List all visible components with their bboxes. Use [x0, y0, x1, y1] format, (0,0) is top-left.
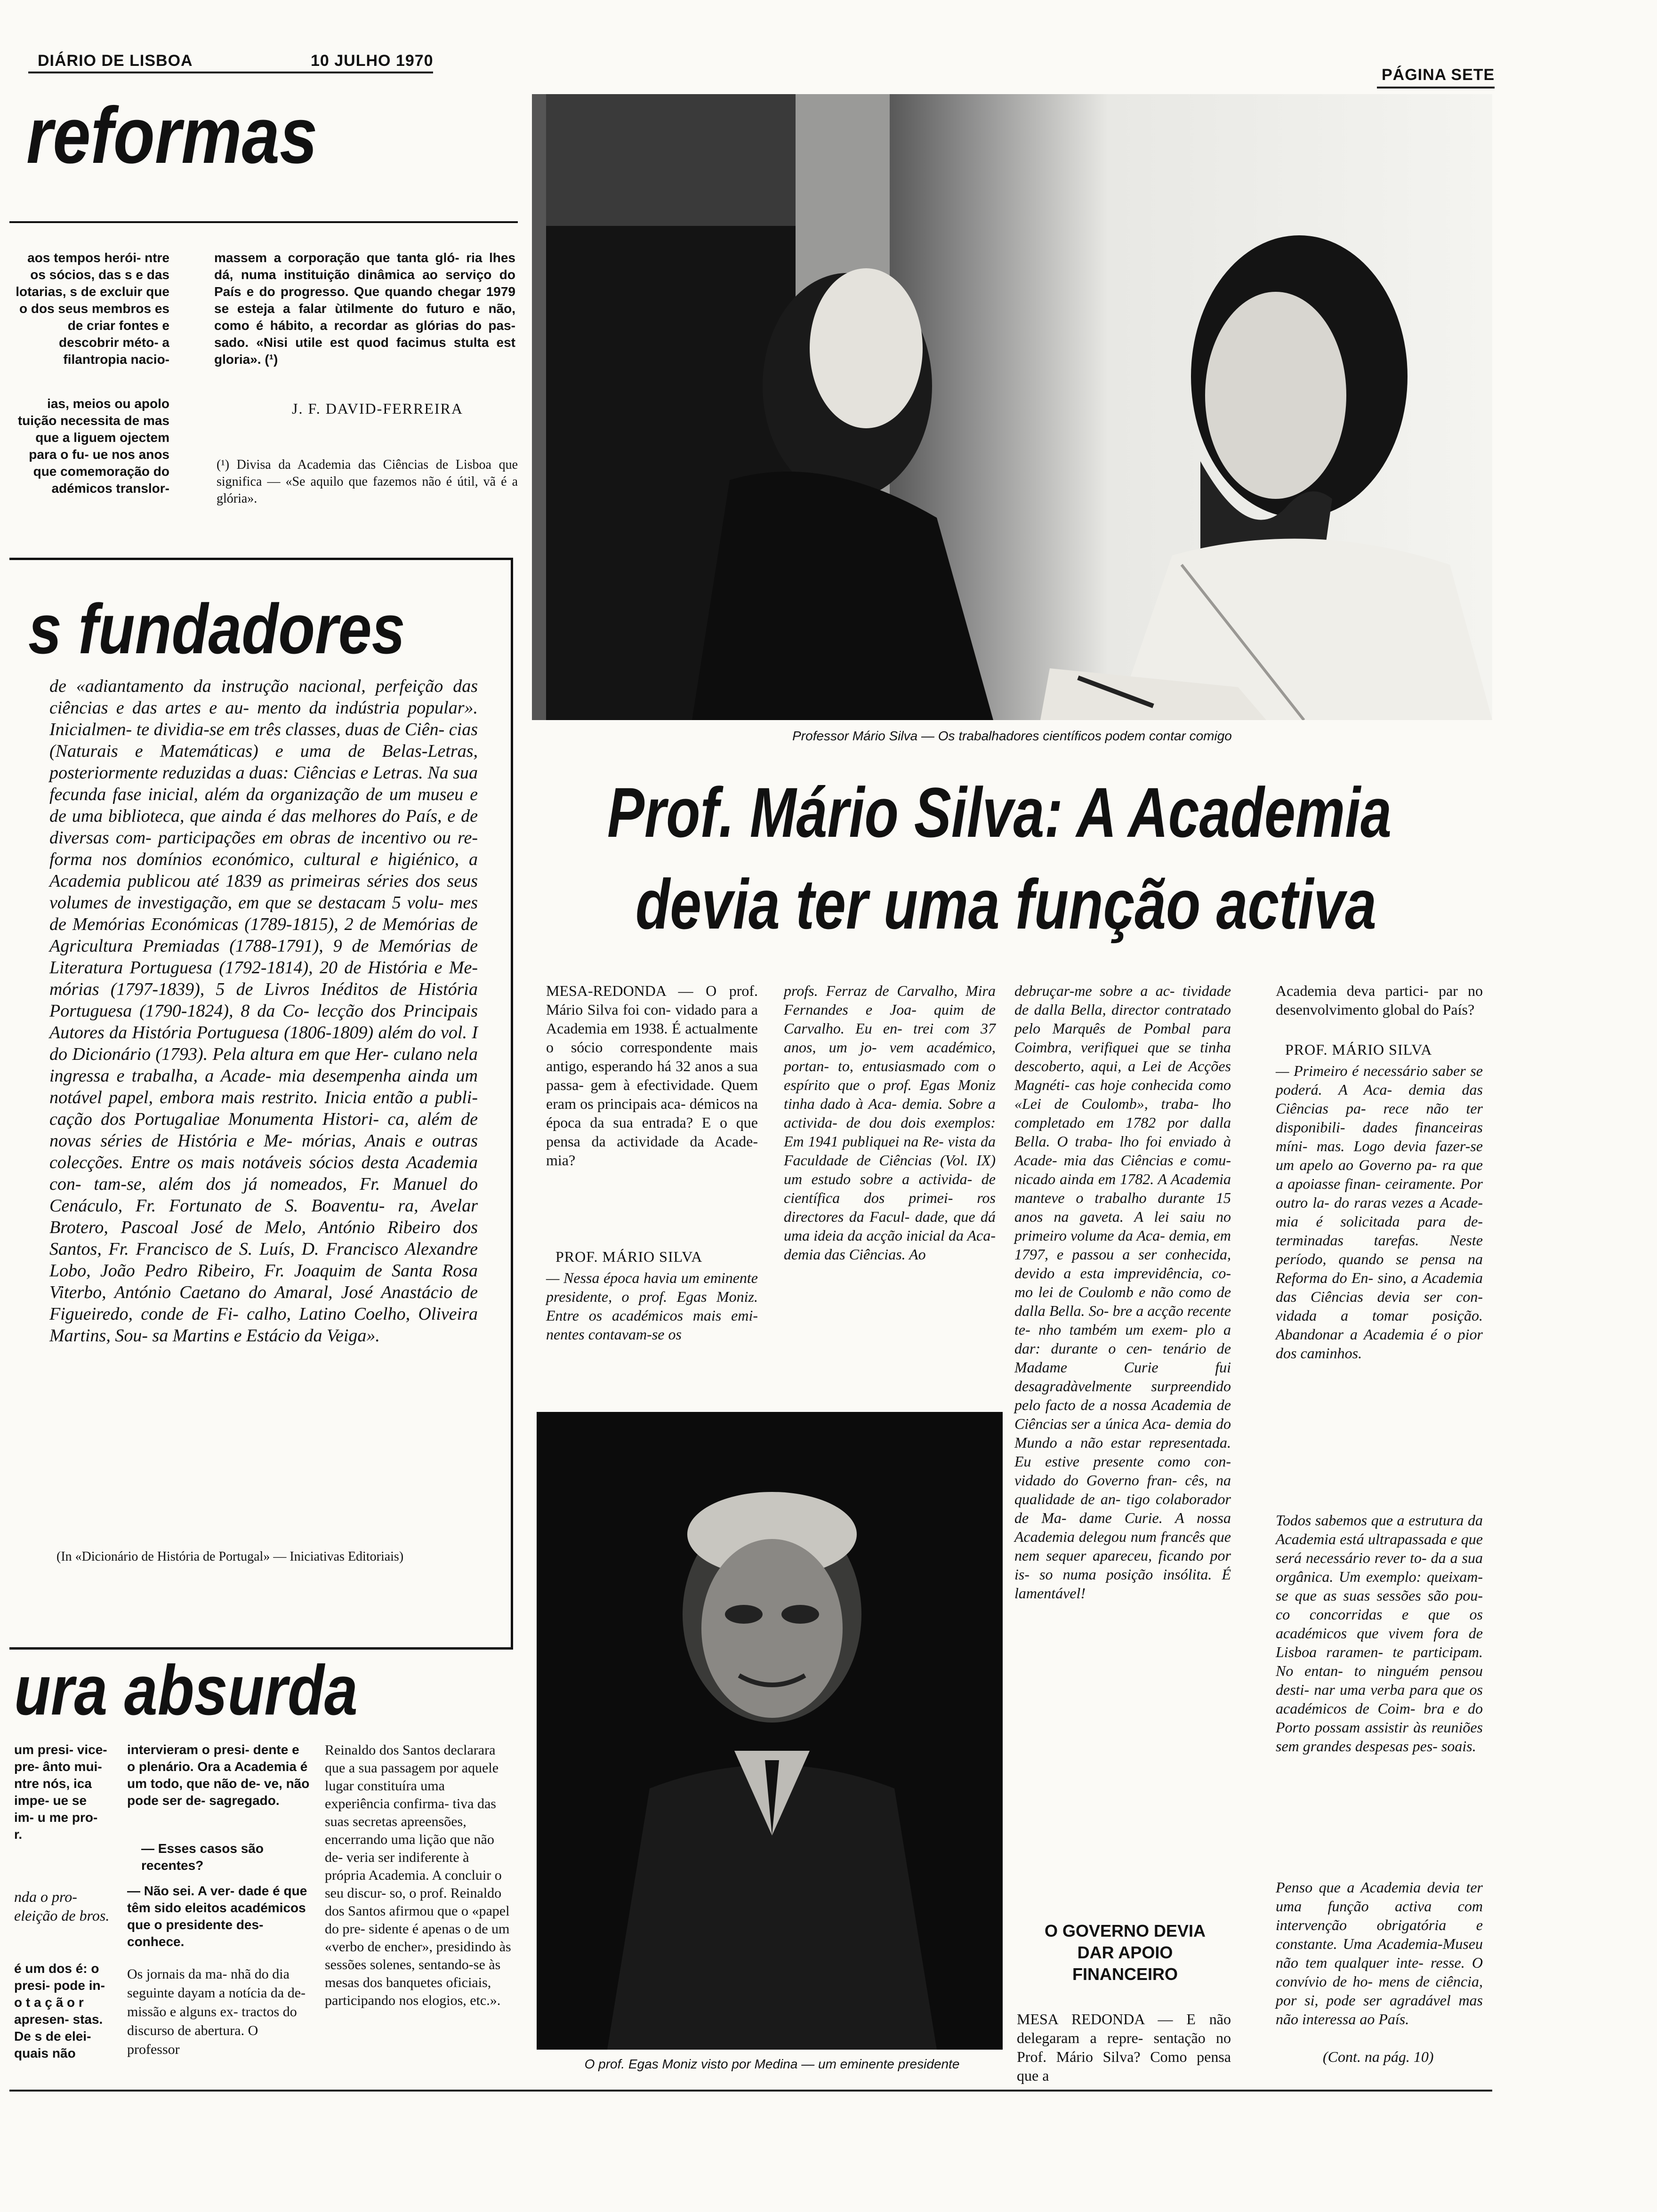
main-photo-figures	[532, 94, 1492, 720]
fundadores-box	[9, 558, 513, 1650]
reformas-col1b: ias, meios ou apolo tuição necessita de mas que a liguem ojectem para o fu- ue nos anos que comemoração do adémicos translor-	[17, 396, 169, 496]
egas-moniz-caption: O prof. Egas Moniz visto por Medina — um eminente presidente	[584, 2057, 960, 2071]
headline-line1: Prof. Mário Silva: A Academia	[607, 773, 1392, 852]
article-col4-d: Penso que a Academia devia ter uma função activa com intervenção obrigatória e constante. Uma Academia-Museu não tem qualquer inte- resse. O convívio de ho- mens de ciência, por si, pode ser agradável mas não interessa ao País.	[1276, 1879, 1483, 2028]
article-col3: debruçar-me sobre a ac- tividade de dalla Bella, director contratado pelo Marquês de Pombal para Coimbra, verifiquei que se tinha descoberto, aqui, a Lei de Acções Magnéti- cas hoje conhecida como «Lei de Coulomb», traba- lho completado em 1782 por dalla Bella. O traba- lho foi enviado à Acade- mia das Ciências e comu- nicado ainda em 1782. A Academia manteve o trabalho durante 15 anos na gaveta. A lei saiu no primeiro volume da Aca- demia, em 1797, e passou a ser conhecida, devido a esta imprevidência, co- mo lei de Coulomb e não como de dalla Bella. So- bre a acção recente te- nho também um exem- plo a dar: durante o cen- tenário de Madame Curie fui desagradàvelmente surpreendido pelo facto de a nossa Academia de Ciências ser a única Aca- demia do Mundo a não estar representada. Eu estive presente como con- vidado do Governo fran- cês, na qualidade de an- tigo colaborador de Ma- dame Curie. A nossa Academia delegou num francês que nem sequer apareceu, ficando por is- so numa posição insólita. É lamentável!	[1014, 982, 1231, 1602]
article-col3-end: MESA REDONDA — E não delegaram a repre- sentação no Prof. Mário Silva? Como pensa que a	[1017, 2011, 1231, 2084]
reformas-title: reformas	[26, 91, 318, 180]
page-number: PÁGINA SETE	[1382, 66, 1495, 84]
newspaper-name: DIÁRIO DE LISBOA	[38, 52, 193, 70]
article-col1: MESA-REDONDA — O prof. Mário Silva foi con- vidado para a Academia em 1938. É actualmente o sócio correspondente mais antigo, esperando há 32 anos a sua passa- gem à efectividade. Quem eram os principais aca- démicos na época da sua entrada? E o que pensa da actividade da Acade- mia?	[546, 982, 758, 1169]
article-col4-c: Todos sabemos que a estrutura da Academia está ultrapassada e que será necessário rever to- da a sua orgânica. Um exemplo: queixam-se que as suas sessões são pou- co concorridas e que os académicos que vivem fora de Lisboa raramen- te participam. No entan- to ninguém pensou desti- nar uma verba para que os académicos de Coim- bra e do Porto possam assistir às reuniões sem grandes despesas pes- soais.	[1276, 1512, 1483, 1755]
egas-moniz-figure	[537, 1412, 1003, 2050]
header-rule-left	[28, 72, 433, 73]
article-col4-a: Academia deva partici- par no desenvolvimento global do País?	[1276, 982, 1483, 1018]
egas-moniz-portrait	[537, 1412, 1003, 2050]
reformas-signature: J. F. DAVID-FERREIRA	[292, 400, 463, 417]
article-col1-answer: — Nessa época havia um eminente presidente, o prof. Egas Moniz. Entre os académicos mais emi- nentes contavam-se os	[546, 1269, 758, 1343]
absurda-col3: Reinaldo dos Santos declarara que a sua passagem por aquele lugar constituíra uma experiência confirma- tiva das suas secretas apreensões, encerrando uma lição que não de- veria ser indiferente à própria Academia. A concluir o seu discur- so, o prof. Reinaldo dos Santos afirmou que o «papel do pre- sidente é apenas o de um «verbo de encher», presidindo às sessões solenes, sentando-se às mesas dos banquetes oficiais, participando nos elogios, etc.».	[325, 1742, 511, 2008]
fundadores-title: s fundadores	[28, 589, 405, 668]
main-photo-caption: Professor Mário Silva — Os trabalhadores científicos podem contar comigo	[792, 729, 1232, 743]
article-col4-b: — Primeiro é necessário saber se poderá. A Aca- demia das Ciências pa- rece não ter disponibili- dades financeiras míni- mas. Logo devia fazer-se um apelo ao Governo pa- ra que a apoiasse finan- ceiramente. Por outro la- do raras vezes a Acade- mia é solicitada para de- terminadas tarefas. Neste período, quando se pensa na Reforma do En- sino, a Academia das Ciências devia ser con- vidada a tomar posição. Abandonar a Academia é o pior dos caminhos.	[1276, 1062, 1483, 1362]
article-col1-speaker: PROF. MÁRIO SILVA	[555, 1248, 703, 1265]
absurda-col2: intervieram o presi- dente e o plenário. Ora a Academia é um todo, que não de- ve, não pode ser de- sagregado.	[127, 1742, 310, 1808]
fundadores-body: de «adiantamento da instrução nacional, perfeição das ciências e das artes e au- mento da indústria popular». Inicialmen- te dividia-se em três classes, duas de Ciên- cias (Naturais e Matemáticas) e uma de Belas-Letras, posteriormente reduzidas a duas: Ciências e Letras. Na sua fecunda fase inicial, além da organização de um museu e de uma biblioteca, que ainda é das melhores do País, e de diversas com- participações em obras de incentivo ou re- forma nos domínios económico, cultural e higiénico, a Academia publicou até 1839 as primeiras séries dos seus volumes de investigação, em que se destacam 5 volu- mes de Memórias Económicas (1789-1815), 2 de Memórias de Agricultura Premiadas (1788-1791), 9 de Memórias de Literatura Portuguesa (1792-1814), 20 de História e Me- mórias (1797-1839), 5 de Livros Inéditos de História Portuguesa (1790-1824), 8 da Co- lecção dos Principais Autores da História Portuguesa (1806-1809) além do vol. I do Dicionário (1793). Pela altura em que Her- culano nela ingressa e trabalha, a Acade- mia desempenha ainda um notável papel, embora mais restrito. Inicia então a publi- cação dos Portugaliae Monumenta Histori- ca, além de novas séries de História e Me- mórias, Anais e outras colecções. Entre os mais notáveis sócios desta Academia con- tam-se, além dos já nomeados, Fr. Manuel do Cenáculo, Fr. Fortunato de S. Boaventu- ra, Avelar Brotero, Pascoal José de Melo, António Ribeiro dos Santos, Fr. Francisco de S. Luís, D. Francisco Alexandre Lobo, João Pedro Ribeiro, Fr. Joaquim de Santa Rosa Viterbo, António Caetano do Amaral, José Anastácio de Figueiredo, conde de Fi- calho, Latino Coelho, Oliveira Martins, Sou- sa Martins e Estácio da Veiga».	[49, 676, 478, 1346]
article-col4-speaker: PROF. MÁRIO SILVA	[1285, 1041, 1432, 1058]
reformas-rule	[9, 221, 518, 223]
fundadores-source: (In «Dicionário de História de Portugal» — Iniciativas Editoriais)	[56, 1549, 404, 1564]
absurda-title: ura absurda	[14, 1651, 358, 1730]
absurda-col1-cont: é um dos é: o presi- pode in- o t a ç ã o r apresen- stas. De s de elei- quais não	[14, 1961, 105, 2060]
absurda-col1: um presi- vice-pre- ânto mui- ntre nós, ica impe- ue se im- u me pro- r.	[14, 1742, 107, 1842]
main-photo	[532, 94, 1492, 720]
header-rule-right	[1377, 87, 1495, 88]
article-subhead: O GOVERNO DEVIA DAR APOIO FINANCEIRO	[1044, 1921, 1206, 1984]
absurda-col2-b: Os jornais da ma- nhã do dia seguinte dayam a notícia da de- missão e alguns ex- tractos do discurso de abertura. O professor	[127, 1966, 306, 2057]
reformas-footnote: (¹) Divisa da Academia das Ciências de Lisboa que significa — «Se aquilo que fazemos não é útil, vã é a glória».	[217, 457, 518, 506]
absurda-col2-question: — Esses casos são recentes?	[141, 1841, 264, 1873]
article-continuation: (Cont. na pág. 10)	[1323, 2048, 1434, 2065]
reformas-col2: massem a corporação que tanta gló- ria lhes dá, numa instituição dinâmica ao serviço do País e do progresso. Que quando chegar 1979 se esteja a falar ùtilmente do futuro e não, como é hábito, a recordar as glórias do pas- sado. «Nisi utile est quod facimus stulta est gloria». (¹)	[214, 250, 515, 367]
article-col2: profs. Ferraz de Carvalho, Mira Fernandes e Joa- quim de Carvalho. Eu en- trei com 37 anos, um jo- vem académico, portan- to, entusiasmado com o espírito que o prof. Egas Moniz tinha dado à Aca- demia. Sobre a activida- de dou dois exemplos: Em 1941 publiquei na Re- vista da Faculdade de Ciências (Vol. IX) um estudo sobre a activida- de científica dos primei- ros directores da Facul- dade, que dá uma ideia da acção inicial da Aca- demia das Ciências. Ao	[784, 982, 996, 1263]
absurda-col2-answer: — Não sei. A ver- dade é que têm sido eleitos académicos que o presidente des- conhece.	[127, 1883, 307, 1949]
headline-line2: devia ter uma função activa	[635, 865, 1376, 944]
page-bottom-rule	[9, 2090, 1492, 2092]
absurda-col1-italic: nda o pro- eleição de bros.	[14, 1888, 110, 1924]
issue-date: 10 JULHO 1970	[311, 52, 434, 70]
reformas-col1: aos tempos herói- ntre os sócios, das s e das lotarias, s de excluir que o dos seus membros es de criar fontes e descobrir méto- a filantropia nacio-	[16, 250, 169, 367]
